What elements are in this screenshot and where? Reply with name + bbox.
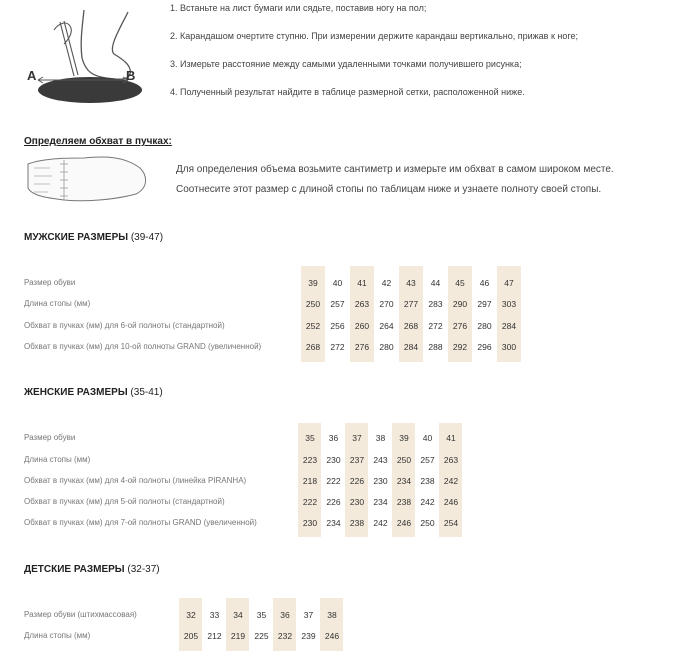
men-table-cell: 280 — [477, 321, 492, 331]
women-table-cell: 250 — [420, 518, 435, 528]
kids-column-band — [320, 598, 343, 651]
kids-range: (32-37) — [127, 564, 160, 575]
kids-section-title — [24, 564, 160, 575]
women-table-cell: 246 — [443, 497, 459, 507]
kids-table-cell: 205 — [183, 631, 199, 641]
kids-table-cell: 32 — [186, 610, 196, 620]
men-table-cell: 250 — [305, 299, 321, 309]
men-table-cell: 284 — [403, 342, 419, 352]
women-table-cell: 234 — [373, 497, 388, 507]
women-table-cell: 234 — [396, 476, 412, 486]
women-row-label: Обхват в пучках (мм) для 5-ой полноты (стандартной) — [24, 497, 225, 506]
men-table-cell: 41 — [357, 278, 367, 288]
men-table-cell: 270 — [379, 299, 394, 309]
women-section-title — [24, 387, 163, 398]
kids-table-cell: 225 — [254, 631, 269, 641]
men-row-label: Размер обуви — [24, 278, 76, 287]
men-table-cell: 268 — [403, 321, 419, 331]
men-table-cell: 40 — [332, 278, 343, 288]
women-row-label: Обхват в пучках (мм) для 7-ой полноты GRAND (увеличенной) — [24, 518, 257, 527]
pencil — [60, 21, 78, 76]
men-row-label: Обхват в пучках (мм) для 6-ой полноты (стандартной) — [24, 321, 225, 330]
women-table-cell: 234 — [326, 518, 341, 528]
men-table-cell: 43 — [406, 278, 416, 288]
women-table-cell: 263 — [443, 455, 459, 465]
men-table-cell: 256 — [330, 321, 345, 331]
women-table-cell: 41 — [446, 433, 456, 443]
kids-column-band — [226, 598, 249, 651]
step-2: 2. Карандашом очертите ступню. При измерении держите карандаш вертикально, прижав к ноге; — [170, 31, 578, 41]
men-table-cell: 272 — [330, 342, 345, 352]
women-table-cell: 230 — [302, 518, 318, 528]
step-3: 3. Измерьте расстояние между самыми удаленными точками получившего рисунка; — [170, 59, 522, 69]
men-table-cell: 46 — [479, 278, 490, 288]
men-range: (39-47) — [130, 232, 164, 243]
men-table-cell: 276 — [452, 321, 468, 331]
women-table-cell: 242 — [443, 476, 459, 486]
women-table-cell: 218 — [302, 476, 318, 486]
kids-table-cell: 232 — [277, 631, 293, 641]
women-title: ЖЕНСКИЕ РАЗМЕРЫ — [24, 387, 128, 398]
women-table-cell: 238 — [349, 518, 365, 528]
women-table-cell: 223 — [302, 455, 318, 465]
women-table-cell: 37 — [352, 433, 362, 443]
men-table-cell: 42 — [381, 278, 392, 288]
men-row-label: Обхват в пучках (мм) для 10-ой полноты GRAND (увеличенной) — [24, 342, 262, 351]
kids-table-cell: 33 — [209, 610, 220, 620]
men-title: МУЖСКИЕ РАЗМЕРЫ — [24, 232, 129, 243]
kids-table-cell: 219 — [230, 631, 246, 641]
men-table-cell: 47 — [504, 278, 514, 288]
kids-table-cell: 37 — [303, 610, 314, 620]
men-section-title — [24, 232, 163, 243]
women-table-cell: 230 — [349, 497, 365, 507]
kids-table-cell: 38 — [327, 610, 337, 620]
kids-table-cell: 35 — [256, 610, 267, 620]
foot-side-outline — [28, 157, 146, 201]
kids-row-label: Размер обуви (штихмассовая) — [24, 610, 137, 619]
women-table-cell: 230 — [373, 476, 388, 486]
men-table-cell: 272 — [428, 321, 443, 331]
kids-table-cell: 212 — [207, 631, 222, 641]
men-table-cell: 39 — [308, 278, 318, 288]
kids-table-cell: 246 — [324, 631, 340, 641]
men-table-cell: 45 — [455, 278, 465, 288]
women-table-cell: 230 — [326, 455, 341, 465]
foot-girth-illustration — [24, 150, 154, 206]
girth-title: Определяем обхват в пучках: — [24, 136, 172, 147]
men-table-cell: 263 — [354, 299, 370, 309]
women-table-cell: 238 — [420, 476, 435, 486]
women-table-cell: 38 — [375, 433, 386, 443]
kids-table-cell: 36 — [280, 610, 290, 620]
women-table-cell: 246 — [396, 518, 412, 528]
men-table-cell: 252 — [305, 321, 321, 331]
men-table-cell: 297 — [477, 299, 492, 309]
women-table-cell: 242 — [420, 497, 435, 507]
women-table-cell: 237 — [349, 455, 365, 465]
men-table-cell: 284 — [501, 321, 517, 331]
men-table-cell: 288 — [428, 342, 443, 352]
kids-column-band — [179, 598, 202, 651]
foot-measure-illustration — [24, 8, 144, 118]
step-4: 4. Полученный результат найдите в таблице размерной сетки, расположенной ниже. — [170, 87, 525, 97]
women-table-cell: 257 — [420, 455, 435, 465]
men-table-cell: 300 — [501, 342, 517, 352]
men-table-cell: 268 — [305, 342, 321, 352]
kids-row-label: Длина стопы (мм) — [24, 631, 91, 640]
women-row-label: Длина стопы (мм) — [24, 455, 91, 464]
men-table-cell: 276 — [354, 342, 370, 352]
women-table-cell: 40 — [422, 433, 433, 443]
women-row-label: Обхват в пучках (мм) для 4-ой полноты (линейка PIRANHA) — [24, 476, 247, 485]
kids-table-cell: 34 — [233, 610, 243, 620]
girth-line-2: Соотнесите этот размер с длиной стопы по таблицам ниже и узнаете полноту своей стопы. — [176, 184, 602, 195]
women-table-cell: 222 — [326, 476, 341, 486]
men-table-cell: 296 — [477, 342, 492, 352]
kids-table-cell: 239 — [301, 631, 316, 641]
men-row-label: Длина стопы (мм) — [24, 299, 91, 308]
label-a: A — [27, 68, 37, 83]
men-table-cell: 283 — [428, 299, 443, 309]
girth-line-1: Для определения объема возьмите сантиметр и измерьте им обхват в самом широком месте. — [176, 164, 614, 175]
women-table-cell: 254 — [443, 518, 459, 528]
label-b: B — [126, 68, 136, 83]
men-table-cell: 303 — [501, 299, 517, 309]
women-table-cell: 243 — [373, 455, 388, 465]
kids-column-band — [273, 598, 296, 651]
men-table-cell: 257 — [330, 299, 345, 309]
women-range: (35-41) — [130, 387, 163, 398]
women-row-label: Размер обуви — [24, 433, 76, 442]
men-table-cell: 260 — [354, 321, 370, 331]
men-table-cell: 280 — [379, 342, 394, 352]
men-table-cell: 264 — [379, 321, 394, 331]
women-table-cell: 238 — [396, 497, 412, 507]
kids-title: ДЕТСКИЕ РАЗМЕРЫ — [24, 564, 125, 575]
women-table-cell: 35 — [305, 433, 315, 443]
step-1: 1. Встаньте на лист бумаги или сядьте, поставив ногу на пол; — [170, 3, 427, 13]
men-table-cell: 292 — [452, 342, 468, 352]
men-table-cell: 290 — [452, 299, 468, 309]
leg-outline — [81, 10, 130, 79]
women-table-cell: 36 — [328, 433, 339, 443]
women-table-cell: 222 — [302, 497, 318, 507]
women-table-cell: 250 — [396, 455, 412, 465]
men-table-cell: 44 — [430, 278, 441, 288]
men-table-cell: 277 — [403, 299, 419, 309]
women-table-cell: 242 — [373, 518, 388, 528]
women-table-cell: 226 — [326, 497, 341, 507]
women-table-cell: 226 — [349, 476, 365, 486]
women-table-cell: 39 — [399, 433, 409, 443]
